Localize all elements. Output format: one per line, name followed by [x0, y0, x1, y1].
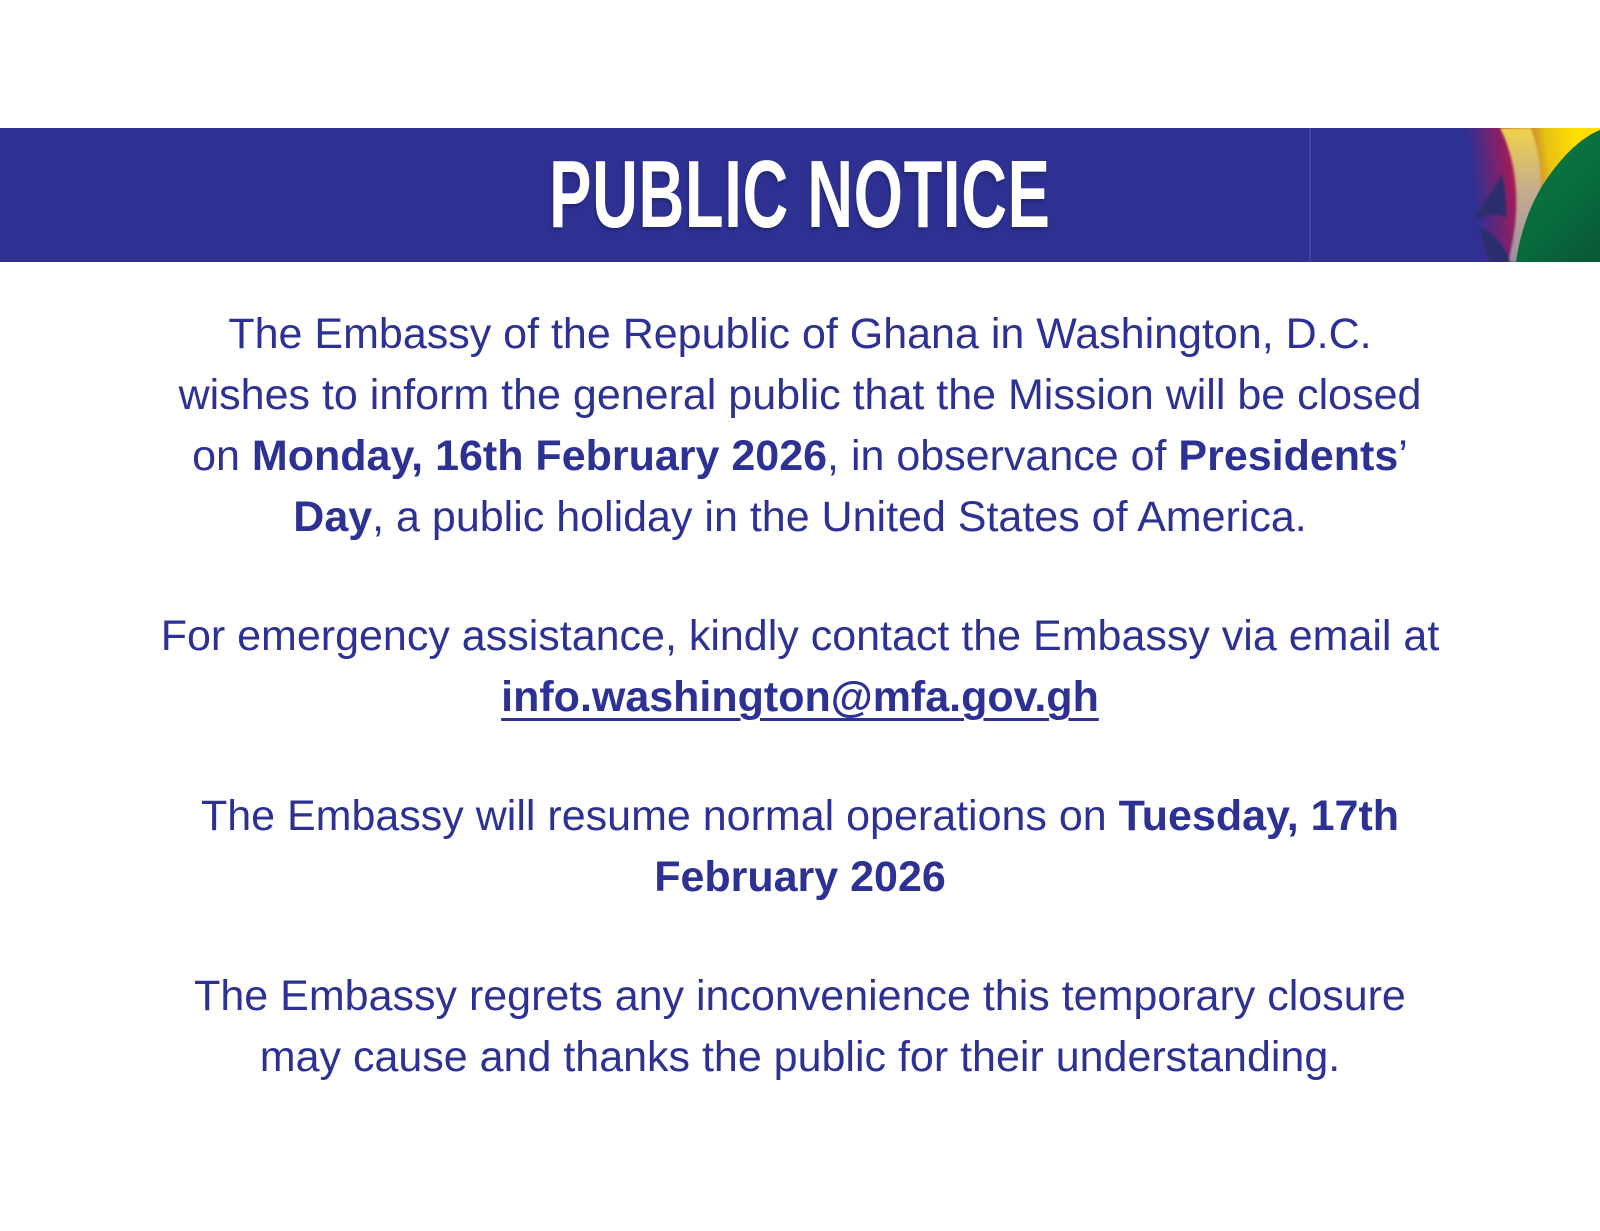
- text-line: [0, 487, 1600, 548]
- text-segment: may cause and thanks the public for their understanding.: [259, 1033, 1341, 1081]
- text-segment: wishes to inform the general public that the Mission will be closed: [178, 371, 1422, 419]
- closure-date: Monday, 16th February 2026: [251, 432, 828, 480]
- text-line: [0, 1027, 1600, 1088]
- text-line: [0, 786, 1600, 847]
- notice-paragraph-apology: [0, 966, 1600, 1088]
- text-segment: For emergency assistance, kindly contact the Embassy via email at: [160, 612, 1440, 660]
- text-segment: The Embassy will resume normal operations on: [200, 792, 1119, 840]
- holiday-name: Presidents: [1178, 432, 1399, 480]
- text-line: [0, 847, 1600, 908]
- text-segment: on: [192, 432, 252, 480]
- notice-paragraph-resume: [0, 786, 1600, 908]
- text-line: [0, 667, 1600, 728]
- ghana-flag-swoosh-icon: [1430, 128, 1600, 262]
- text-segment: ’: [1398, 432, 1408, 480]
- text-line: [0, 304, 1600, 365]
- text-line: [0, 426, 1600, 487]
- notice-body: [0, 262, 1600, 1088]
- notice-paragraph-closure: [0, 304, 1600, 548]
- header-band: [0, 128, 1600, 262]
- holiday-name: Day: [293, 493, 373, 541]
- text-segment: , a public holiday in the United States of America.: [372, 493, 1307, 541]
- email-link[interactable]: info.washington@mfa.gov.gh: [501, 673, 1099, 721]
- text-line: [0, 365, 1600, 426]
- resume-date: Tuesday, 17th: [1118, 792, 1400, 840]
- text-line: [0, 606, 1600, 667]
- text-segment: The Embassy regrets any inconvenience this temporary closure: [194, 972, 1406, 1020]
- resume-date: February 2026: [654, 853, 946, 901]
- notice-paragraph-emergency-contact: [0, 606, 1600, 728]
- text-segment: , in observance of: [827, 432, 1179, 480]
- text-line: [0, 966, 1600, 1027]
- page-title: PUBLIC NOTICE: [549, 141, 1051, 248]
- band-seam-line: [1309, 128, 1311, 262]
- text-segment: The Embassy of the Republic of Ghana in Washington, D.C.: [228, 310, 1372, 358]
